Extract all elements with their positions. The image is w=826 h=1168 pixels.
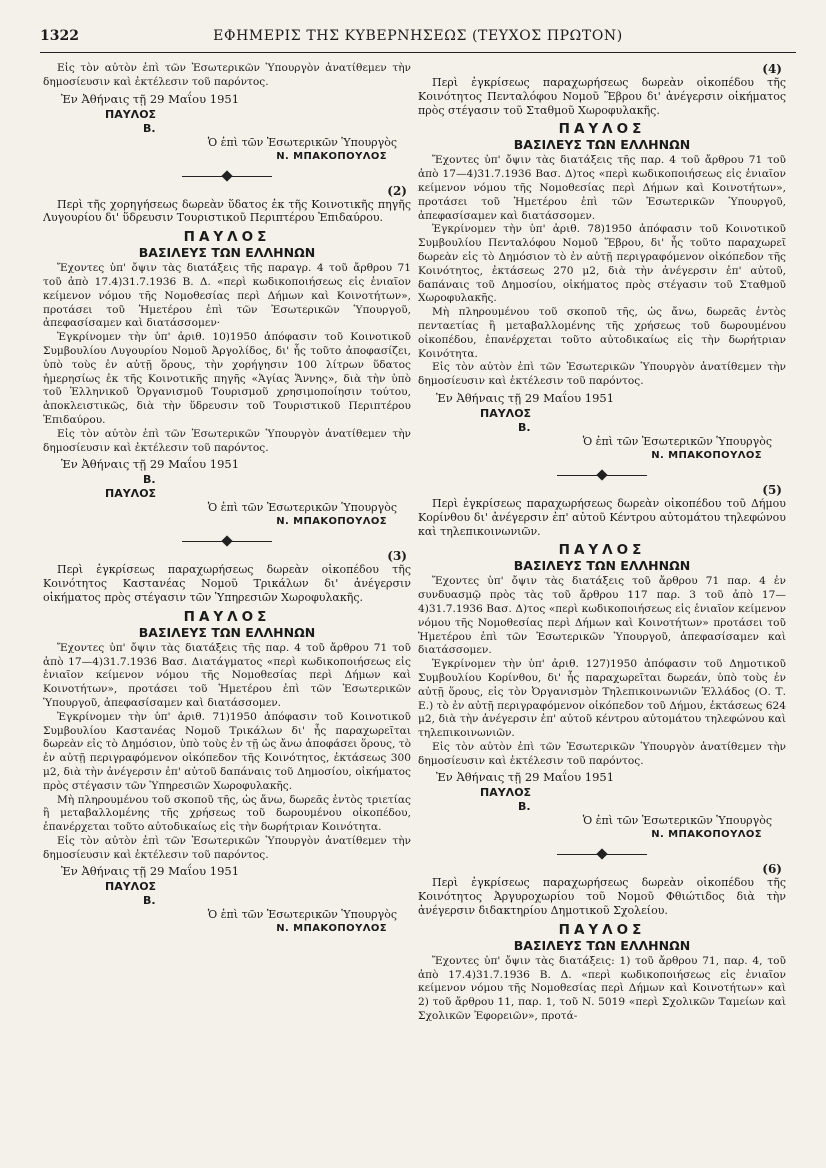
- decree-number: (6): [762, 862, 782, 877]
- place-date: Ἐν Ἀθήναις τῇ 29 Μαΐου 1951: [61, 91, 240, 106]
- king-title-heading: ΒΑΣΙΛΕΥΣ ΤΩΝ ΕΛΛΗΝΩΝ: [513, 937, 691, 953]
- right-column: [418, 62, 786, 1024]
- closing-text: Εἰς τὸν αὐτὸν ἐπὶ τῶν Ἐσωτερικῶν Ὑπουργὸν ἀνατίθεμεν τὴν δημοσίευσιν καὶ ἐκτέλεσιν τοῦ παρόντος.: [43, 62, 411, 88]
- minister-role: Ὁ ἐπὶ τῶν Ἐσωτερικῶν Ὑπουργὸς: [582, 434, 772, 448]
- decree-condition: Μὴ πληρουμένου τοῦ σκοποῦ τῆς, ὡς ἄνω, δωρεᾶς ἐντὸς τριετίας ἢ μεταβαλλομένης τῆς χρήσεως τοῦ δωρουμένου οἰκοπέδου, ἐπανέρχεται τοῦτο αὐτοδικαίως εἰς τὴν δωρήτριαν Κοινότητα.: [43, 793, 411, 834]
- closing-text: Εἰς τὸν αὐτὸν ἐπὶ τῶν Ἐσωτερικῶν Ὑπουργὸν ἀνατίθεμεν τὴν δημοσίευσιν καὶ ἐκτέλεσιν τοῦ παρόντος.: [43, 427, 411, 454]
- king-name-heading: ΠΑΥΛΟΣ: [183, 229, 271, 246]
- king-signature: ΠΑΥΛΟΣ: [480, 786, 532, 800]
- minister-name: Ν. ΜΠΑΚΟΠΟΥΛΟΣ: [276, 516, 387, 528]
- minister-name: Ν. ΜΠΑΚΟΠΟΥΛΟΣ: [276, 150, 387, 162]
- decree-2: [43, 184, 411, 530]
- decree-4: [418, 62, 786, 463]
- closing-text: Εἰς τὸν αὐτὸν ἐπὶ τῶν Ἐσωτερικῶν Ὑπουργὸν ἀνατίθεμεν τὴν δημοσίευσιν καὶ ἐκτέλεσιν τοῦ παρόντος.: [43, 834, 411, 861]
- king-title-heading: ΒΑΣΙΛΕΥΣ ΤΩΝ ΕΛΛΗΝΩΝ: [513, 558, 691, 574]
- section-divider: [557, 848, 647, 860]
- king-name-heading: ΠΑΥΛΟΣ: [558, 542, 646, 559]
- king-title-heading: ΒΑΣΙΛΕΥΣ ΤΩΝ ΕΛΛΗΝΩΝ: [138, 624, 316, 640]
- place-date: Ἐν Ἀθήναις τῇ 29 Μαΐου 1951: [436, 770, 615, 785]
- decree-3: [43, 549, 411, 936]
- closing-text: Εἰς τὸν αὐτὸν ἐπὶ τῶν Ἐσωτερικῶν Ὑπουργὸν ἀνατίθεμεν τὴν δημοσίευσιν καὶ ἐκτέλεσιν τοῦ παρόντος.: [418, 740, 786, 767]
- minister-name: Ν. ΜΠΑΚΟΠΟΥΛΟΣ: [651, 449, 762, 461]
- decree-number: (2): [387, 183, 407, 198]
- section-divider: [557, 469, 647, 481]
- king-signature: ΠΑΥΛΟΣ: [105, 880, 157, 894]
- minister-role: Ὁ ἐπὶ τῶν Ἐσωτερικῶν Ὑπουργὸς: [207, 135, 397, 149]
- king-signature: ΠΑΥΛΟΣ: [105, 107, 157, 121]
- decree-number: (5): [762, 482, 782, 497]
- decree-5: [418, 483, 786, 843]
- decree-condition: Μὴ πληρουμένου τοῦ σκοποῦ τῆς, ὡς ἄνω, δωρεᾶς ἐντὸς πενταετίας ἢ μεταβαλλομένης τῆς χρήσεως τοῦ δωρουμένου οἰκοπέδου, ἐπανέρχεται τοῦτο αὐτοδικαίως εἰς τὴν δωρήτριαν Κοινότητα.: [418, 306, 786, 360]
- place-date: Ἐν Ἀθήναις τῇ 29 Μαΐου 1951: [61, 457, 240, 472]
- section-divider: [182, 170, 272, 182]
- king-initial: Β.: [518, 800, 531, 814]
- decree-subject: Περὶ τῆς χορηγήσεως δωρεὰν ὕδατος ἐκ τῆς Κοινοτικῆς πηγῆς Λυγουρίου δι' ὕδρευσιν Τουριστικοῦ Περιπτέρου Ἐπιδαύρου.: [43, 197, 411, 225]
- decree-body: Ἐγκρίνομεν τὴν ὑπ' ἀριθ. 78)1950 ἀπόφασιν τοῦ Κοινοτικοῦ Συμβουλίου Πενταλόφου Νομοῦ Ἕβρου, δι' ἧς τοῦτο παραχωρεῖ δωρεὰν εἰς τὸ Δημόσιον τὸ ἐν αὐτῇ περιγραφόμενον οἰκόπεδον τῆς Κοινότητος, ἐκτάσεως 270 μ2, διὰ τὴν ἀνέγερσιν ἐπ' αὐτοῦ, δαπάναις τοῦ Δημοσίου, οἰκήματος πρὸς στέγασιν τοῦ Σταθμοῦ Χωροφυλακῆς.: [418, 223, 786, 305]
- decree-number: (4): [762, 62, 782, 76]
- minister-name: Ν. ΜΠΑΚΟΠΟΥΛΟΣ: [276, 923, 387, 935]
- king-signature: ΠΑΥΛΟΣ: [480, 406, 532, 420]
- king-title-heading: ΒΑΣΙΛΕΥΣ ΤΩΝ ΕΛΛΗΝΩΝ: [513, 137, 691, 153]
- place-date: Ἐν Ἀθήναις τῇ 29 Μαΐου 1951: [436, 390, 615, 405]
- king-name-heading: ΠΑΥΛΟΣ: [558, 921, 646, 938]
- decree-body: Ἐγκρίνομεν τὴν ὑπ' ἀριθ. 127)1950 ἀπόφασιν τοῦ Δημοτικοῦ Συμβουλίου Κορίνθου, δι' ἧς παραχωρεῖται δωρεάν, ὑπὸ τοὺς ἐν αὐτῇ ὅρους, εἰς τὸν Ὀργανισμὸν Τηλεπικοινωνιῶν Ἑλλάδος (Ο. Τ. Ε.) τὸ ἐν αὐτῇ περιγραφόμενον οἰκόπεδον τοῦ Δήμου, ἐκτάσεως 624 μ2, διὰ τὴν ἀνέγερσιν ἐπ' αὐτοῦ κέντρου αὐτομάτου τηλεφώνου καὶ τηλεπικοινωνιῶν.: [418, 658, 786, 740]
- decree-preamble: Ἔχοντες ὑπ' ὄψιν τὰς διατάξεις τῆς παραγρ. 4 τοῦ ἄρθρου 71 τοῦ ἀπὸ 17.4)31.7.1936 Β. Δ. «περὶ κωδικοποιήσεως εἰς ἑνιαῖον κείμενον νόμου τῆς Νομοθεσίας περὶ Δήμων καὶ Κοινοτήτων», προτάσει τοῦ Ἡμετέρου ἐπὶ τῶν Ἐσωτερικῶν Ὑπουργοῦ, ἀπεφασίσαμεν καὶ διατάσσομεν·: [43, 262, 411, 330]
- minister-role: Ὁ ἐπὶ τῶν Ἐσωτερικῶν Ὑπουργὸς: [582, 814, 772, 828]
- king-initial: Β.: [143, 894, 156, 908]
- decree-preamble: Ἔχοντες ὑπ' ὄψιν τὰς διατάξεις τῆς παρ. 4 τοῦ ἄρθρου 71 τοῦ ἀπὸ 17—4)31.7.1936 Βασ. Δ)τος «περὶ κωδικοποιήσεως εἰς ἑνιαῖον κείμενον νόμου τῆς Νομοθεσίας περὶ Δήμων καὶ Κοινοτήτων», προτάσει τοῦ Ἡμετέρου ἐπὶ τῶν Ἐσωτερικῶν Ὑπουργοῦ, ἀπεφασίσαμεν καὶ διατάσσομεν.: [418, 154, 786, 222]
- section-divider: [182, 535, 272, 547]
- king-title-heading: ΒΑΣΙΛΕΥΣ ΤΩΝ ΕΛΛΗΝΩΝ: [138, 245, 316, 261]
- decree-subject: Περὶ ἐγκρίσεως παραχωρήσεως δωρεὰν οἰκοπέδου τῆς Κοινότητος Καστανέας Νομοῦ Τρικάλων δι' ἀνέγερσιν οἰκήματος πρὸς στέγασιν τῶν Ὑπηρεσιῶν Χωροφυλακῆς.: [43, 563, 411, 604]
- king-name-heading: ΠΑΥΛΟΣ: [183, 608, 271, 625]
- decree-subject: Περὶ ἐγκρίσεως παραχωρήσεως δωρεὰν οἰκοπέδου τοῦ Δήμου Κορίνθου δι' ἀνέγερσιν ἐπ' αὐτοῦ Κέντρου αὐτομάτου τηλεφώνου καὶ τηλεπικοινωνιῶν.: [418, 496, 786, 538]
- king-signature: ΠΑΥΛΟΣ: [105, 487, 157, 501]
- decree-1-ending: [43, 62, 411, 164]
- king-initial: Β.: [143, 473, 156, 487]
- closing-text: Εἰς τὸν αὐτὸν ἐπὶ τῶν Ἐσωτερικῶν Ὑπουργὸν ἀνατίθεμεν τὴν δημοσίευσιν καὶ ἐκτέλεσιν τοῦ παρόντος.: [418, 361, 786, 388]
- decree-subject: Περὶ ἐγκρίσεως παραχωρήσεως δωρεὰν οἰκοπέδου τῆς Κοινότητος Πενταλόφου Νομοῦ Ἕβρου δι' ἀνέγερσιν οἰκήματος πρὸς στέγασιν τοῦ Σταθμοῦ Χωροφυλακῆς.: [418, 76, 786, 117]
- king-initial: Β.: [518, 420, 531, 434]
- page-number: 1322: [40, 28, 79, 44]
- decree-subject: Περὶ ἐγκρίσεως παραχωρήσεως δωρεὰν οἰκοπέδου τῆς Κοινότητος Ἀργυροχωρίου τοῦ Νομοῦ Φθιώτιδος διὰ τὴν ἀνέγερσιν διδακτηρίου Δημοτικοῦ Σχολείου.: [418, 876, 786, 918]
- decree-body: Ἐγκρίνομεν τὴν ὑπ' ἀριθ. 10)1950 ἀπόφασιν τοῦ Κοινοτικοῦ Συμβουλίου Λυγουρίου Νομοῦ Ἀργολίδος, δι' ἧς τοῦτο ἀποφασίζει, ὑπὸ τοὺς ἐν αὐτῇ ὅρους, τὴν χορήγησιν 100 λίτρων ὕδατος ἡμερησίως ἐκ τῆς Κοινοτικῆς πηγῆς «Ἁγίας Ἄννης», διὰ τὴν ὑπὸ τοῦ Ἑλληνικοῦ Ὀργανισμοῦ Τουρισμοῦ χρησιμοποίησιν τούτου, ἀποκλειστικῶς, διὰ τὴν ὕδρευσιν τοῦ Τουριστικοῦ Περιπτέρου Ἐπιδαύρου.: [43, 331, 411, 426]
- decree-preamble: Ἔχοντες ὑπ' ὄψιν τὰς διατάξεις: 1) τοῦ ἄρθρου 71, παρ. 4, τοῦ ἀπὸ 17.4)31.7.1936 Β. Δ. «περὶ κωδικοποιήσεως εἰς ἑνιαῖον κείμενον νόμου τῆς Νομοθεσίας περὶ Δήμων καὶ Κοινοτήτων» καὶ 2) τοῦ ἄρθρου 11, παρ. 1, τοῦ Ν. 5019 «περὶ Σχολικῶν Ταμείων καὶ Σχολικῶν Ἐφορειῶν», προτά-: [418, 954, 786, 1023]
- journal-title: ΕΦΗΜΕΡΙΣ ΤΗΣ ΚΥΒΕΡΝΗΣΕΩΣ (ΤΕΥΧΟΣ ΠΡΩΤΟΝ): [213, 28, 623, 44]
- king-name-heading: ΠΑΥΛΟΣ: [558, 121, 646, 138]
- king-initial: Β.: [143, 121, 156, 135]
- minister-name: Ν. ΜΠΑΚΟΠΟΥΛΟΣ: [651, 829, 762, 841]
- decree-body: Ἐγκρίνομεν τὴν ὑπ' ἀριθ. 71)1950 ἀπόφασιν τοῦ Κοινοτικοῦ Συμβουλίου Καστανέας Νομοῦ Τρικάλων δι' ἧς παραχωρεῖται δωρεὰν εἰς τὸ Δημόσιον, ὑπὸ τοὺς ἐν τῇ ὡς ἄνω ἀποφάσει ὅρους, τὸ ἐν αὐτῇ περιγραφόμενον οἰκόπεδον τῆς Κοινότητος, ἐκτάσεως 300 μ2, διὰ τὴν ἀνέγερσιν ἐπ' αὐτοῦ δαπάναις τοῦ Δημοσίου, οἰκήματος πρὸς στέγασιν τῶν Ὑπηρεσιῶν Χωροφυλακῆς.: [43, 710, 411, 792]
- minister-role: Ὁ ἐπὶ τῶν Ἐσωτερικῶν Ὑπουργὸς: [207, 501, 397, 515]
- place-date: Ἐν Ἀθήναις τῇ 29 Μαΐου 1951: [61, 864, 240, 879]
- left-column: [43, 62, 411, 936]
- decree-6: [418, 862, 786, 1023]
- page-header: [40, 22, 796, 53]
- decree-number: (3): [387, 549, 407, 564]
- decree-preamble: Ἔχοντες ὑπ' ὄψιν τὰς διατάξεις τοῦ ἄρθρου 71 παρ. 4 ἐν συνδυασμῷ πρὸς τὰς τοῦ ἄρθρου 117 παρ. 3 τοῦ ἀπὸ 17—4)31.7.1936 Βασ. Δ)τος «περὶ κωδικοποιήσεως εἰς ἑνιαῖον κείμενον νόμου τῆς Νομοθεσίας περὶ Δήμων καὶ Κοινοτήτων» προτάσει τοῦ Ἡμετέρου ἐπὶ τῶν Ἐσωτερικῶν Ὑπουργοῦ, ἀπεφασίσαμεν καὶ διατάσσομεν.: [418, 575, 786, 657]
- decree-preamble: Ἔχοντες ὑπ' ὄψιν τὰς διατάξεις τῆς παρ. 4 τοῦ ἄρθρου 71 τοῦ ἀπὸ 17—4)31.7.1936 Βασ. Διατάγματος «περὶ κωδικοποιήσεως εἰς ἑνιαῖον κείμενον νόμου τῆς Νομοθεσίας περὶ Δήμων καὶ Κοινοτήτων», προτάσει τοῦ Ἡμετέρου ἐπὶ τῶν Ἐσωτερικῶν Ὑπουργοῦ, ἀπεφασίσαμεν καὶ διατάσσομεν.: [43, 641, 411, 709]
- minister-role: Ὁ ἐπὶ τῶν Ἐσωτερικῶν Ὑπουργὸς: [207, 908, 397, 922]
